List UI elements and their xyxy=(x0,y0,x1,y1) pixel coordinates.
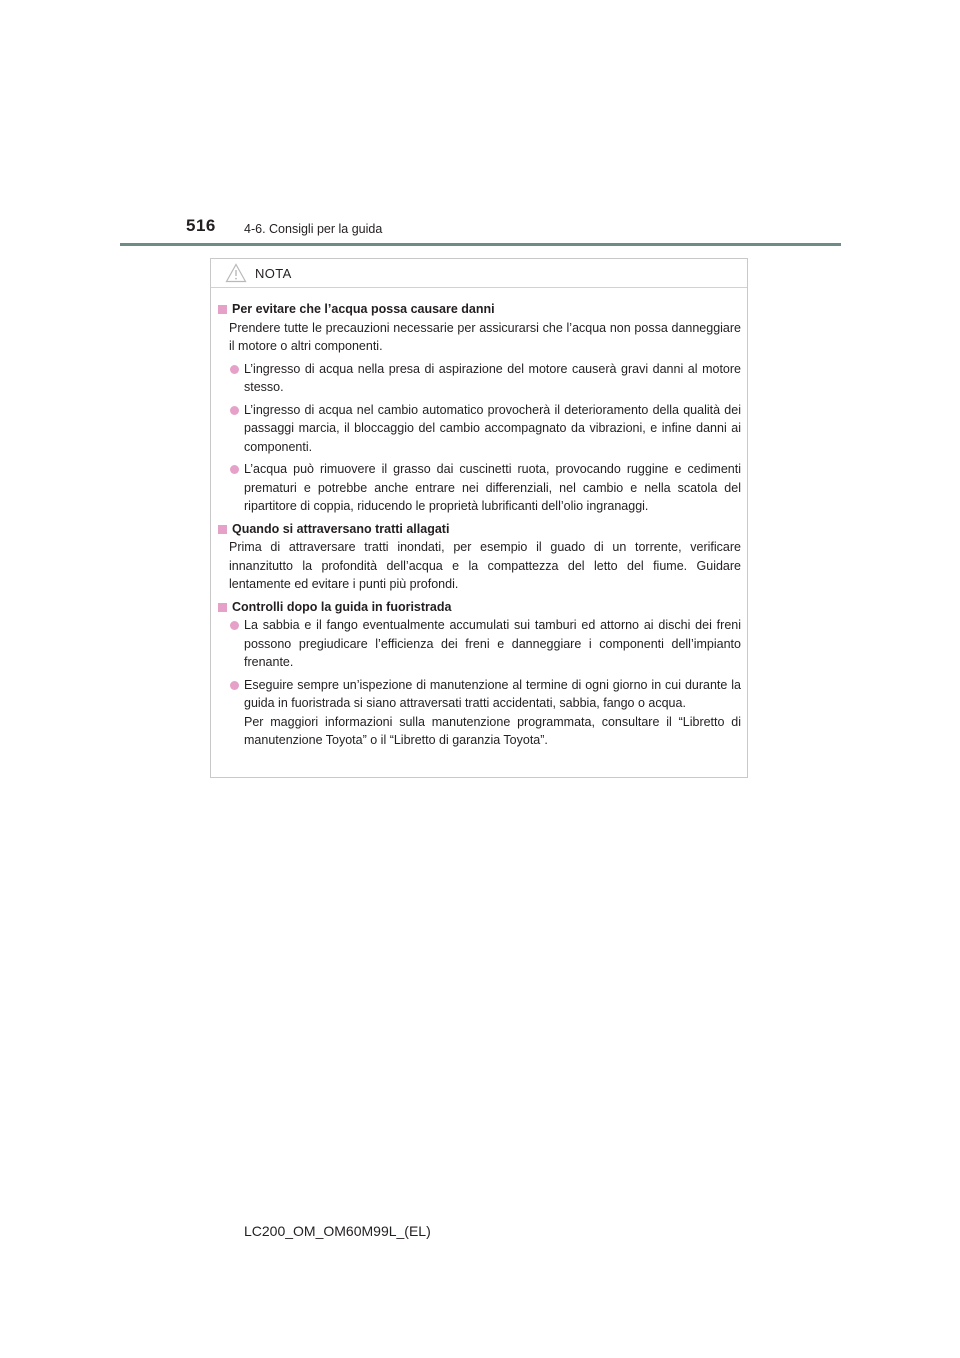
dot-bullet-icon xyxy=(230,681,239,690)
section-title: 4-6. Consigli per la guida xyxy=(244,222,383,236)
bullet-text: L’acqua può rimuovere il grasso dai cuscinetti ruota, provocando ruggine e cedimenti prematuri e potrebbe anche entrare nei differenziali, nel cambio e nella scatola del ripartitore di coppia, riducendo le proprietà lubrificanti dell’olio ingranaggi. xyxy=(244,462,741,513)
square-bullet-icon xyxy=(218,525,227,534)
notice-body xyxy=(211,288,747,750)
notice-section xyxy=(217,300,741,516)
dot-bullet-icon xyxy=(230,406,239,415)
dot-bullet-icon xyxy=(230,621,239,630)
section-heading-text: Quando si attraversano tratti allagati xyxy=(232,521,450,536)
section-heading xyxy=(217,300,741,319)
bullet-text: L’ingresso di acqua nel cambio automatico provocherà il deterioramento della qualità dei passaggi marcia, il bloccaggio del cambio accompagnato da vibrazioni, e infine danni ai componenti. xyxy=(244,402,741,454)
section-heading xyxy=(217,598,741,617)
warning-triangle-icon xyxy=(225,263,247,283)
notice-section xyxy=(217,598,741,750)
square-bullet-icon xyxy=(218,305,227,314)
notice-section xyxy=(217,520,741,594)
notice-header xyxy=(211,259,747,288)
notice-box xyxy=(210,258,748,778)
bullet-text: La sabbia e il fango eventualmente accumulati sui tamburi ed attorno ai dischi dei freni possono pregiudicare l’efficienza dei freni e danneggiare i componenti dell’impianto frenante. xyxy=(244,618,741,669)
bullet-text: Eseguire sempre un’ispezione di manutenzione al termine di ogni giorno in cui durante la guida in fuoristrada si siano attraversati tratti accidentati, sabbia, fango o acqua. Per maggiori informazioni sulla manutenzione programmata, consultare il “Libretto di manutenzione Toyota” o il “Libretto di garanzia Toyota”. xyxy=(244,677,741,747)
dot-bullet-icon xyxy=(230,465,239,474)
section-heading-text: Per evitare che l’acqua possa causare danni xyxy=(232,302,495,316)
square-bullet-icon xyxy=(218,603,227,612)
page-number: 516 xyxy=(186,216,216,235)
section-heading xyxy=(217,520,741,539)
bullet-item xyxy=(229,360,741,397)
section-paragraph: Prima di attraversare tratti inondati, per esempio il guado di un torrente, verificare innanzitutto la profondità dell’acqua e la compattezza del letto del fiume. Guidare lentamente ed evitare i punti più profondi. xyxy=(229,540,741,591)
bullet-item xyxy=(229,401,741,457)
section-paragraph: Prendere tutte le precauzioni necessarie per assicurarsi che l’acqua non possa danneggiare il motore o altri componenti. xyxy=(229,320,741,353)
bullet-item xyxy=(229,676,741,750)
footer-code: LC200_OM_OM60M99L_(EL) xyxy=(244,1223,431,1239)
section-heading-text: Controlli dopo la guida in fuoristrada xyxy=(232,599,452,614)
notice-title: NOTA xyxy=(255,265,292,281)
dot-bullet-icon xyxy=(230,365,239,374)
header-rule xyxy=(120,243,841,246)
bullet-text: L’ingresso di acqua nella presa di aspirazione del motore causerà gravi danni al motore stesso. xyxy=(244,361,741,394)
bullet-item xyxy=(229,616,741,672)
bullet-item xyxy=(229,460,741,516)
